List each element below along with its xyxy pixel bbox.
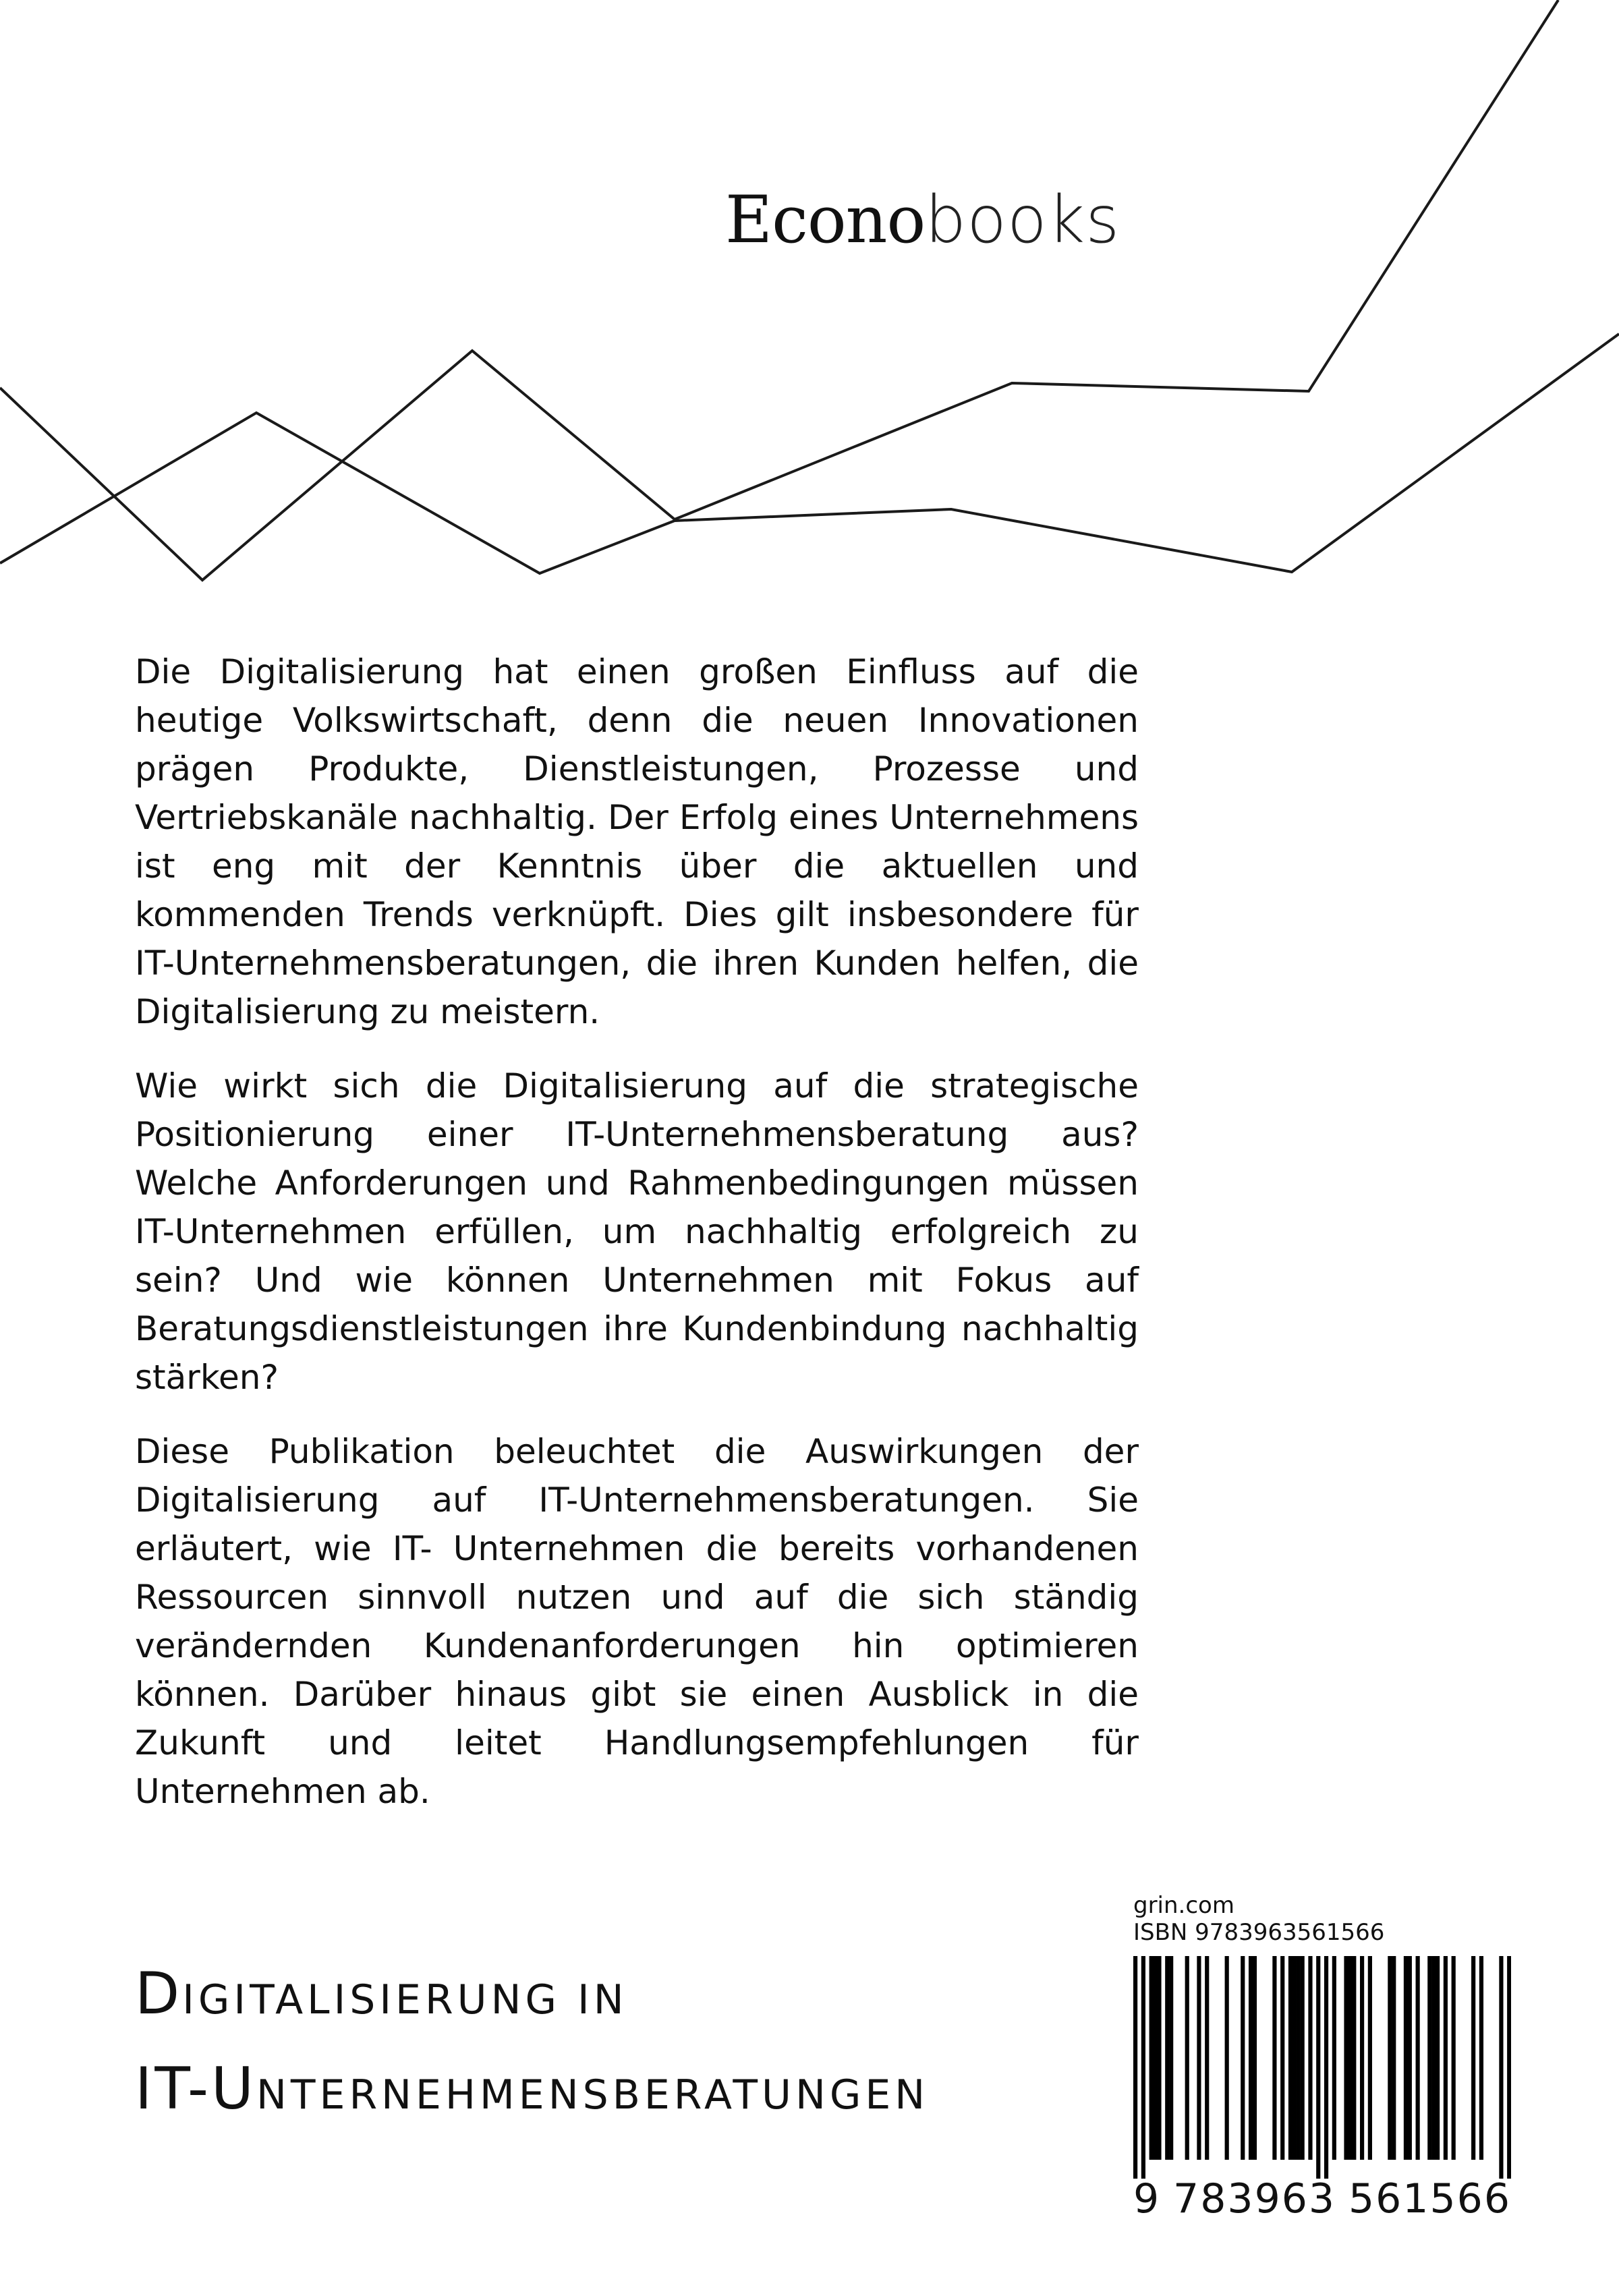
barcode-bar	[1444, 1956, 1448, 2160]
barcode-bar	[1225, 1956, 1229, 2160]
barcode-bar	[1332, 1956, 1336, 2160]
barcode-bar	[1241, 1956, 1245, 2160]
barcode-bar	[1297, 1956, 1301, 2160]
barcode-bar	[1499, 1956, 1503, 2179]
barcode-bar	[1324, 1956, 1328, 2179]
decorative-line-graphic	[0, 0, 1619, 607]
isbn-barcode	[1133, 1956, 1511, 2179]
barcode-bar	[1452, 1956, 1456, 2160]
barcode-digit-group-1: 783963	[1173, 2175, 1336, 2222]
title-line-1: DIGITALISIERUNG IN	[135, 1960, 628, 2028]
barcode-bar	[1308, 1956, 1312, 2160]
barcode-bar	[1153, 1956, 1157, 2160]
barcode-bar	[1288, 1956, 1293, 2160]
barcode-bar	[1471, 1956, 1475, 2160]
barcode-bar	[1165, 1956, 1169, 2160]
barcode-bar	[1316, 1956, 1320, 2179]
barcode-bar	[1427, 1956, 1431, 2160]
publisher-logo	[725, 182, 1120, 258]
barcode-bar	[1431, 1956, 1436, 2160]
barcode-bar	[1352, 1956, 1356, 2160]
publisher-website: grin.com	[1133, 1892, 1234, 1919]
barcode-bar	[1149, 1956, 1154, 2160]
back-cover-blurb	[135, 648, 1139, 1841]
barcode-bar	[1293, 1956, 1297, 2160]
decorative-line-1	[0, 0, 1558, 580]
blurb-paragraph-2: Wie wirkt sich die Digitalisierung auf die strategische Positionierung einer IT-Unternehmensberatung aus? Welche Anforderungen und Rahmenbedingungen müssen IT-Unternehmen erfüllen, um nachhaltig erfolgreich zu sein? Und wie können Unternehmen mit Fokus auf Beratungsdienstleistungen ihre Kundenbindung nachhaltig stärken?	[135, 1066, 1139, 1397]
book-title	[135, 1949, 929, 2140]
barcode-bar	[1360, 1956, 1364, 2160]
barcode-bar	[1479, 1956, 1483, 2160]
barcode-bar	[1141, 1956, 1145, 2179]
barcode-bar	[1348, 1956, 1352, 2160]
barcode-bar	[1408, 1956, 1412, 2160]
barcode-bar	[1253, 1956, 1257, 2160]
barcode-digit-prefix: 9	[1133, 2175, 1161, 2222]
isbn-info	[1133, 1892, 1511, 1946]
decorative-line-2	[0, 334, 1619, 573]
barcode-bar	[1388, 1956, 1392, 2160]
barcode-digit-group-2: 561566	[1348, 2175, 1511, 2222]
barcode-bar	[1205, 1956, 1209, 2160]
barcode-bar	[1392, 1956, 1396, 2160]
blurb-paragraph-3: Diese Publikation beleuchtet die Auswirkungen der Digitalisierung auf IT-Unternehmensberatungen. Sie erläutert, wie IT- Unternehmen die bereits vorhandenen Ressourcen sinnvoll nutzen und auf die sich ständig verändernden Kundenanforderungen hin optimieren können. Darüber hinaus gibt sie einen Ausblick in die Zukunft und leitet Handlungsempfehlungen für Unternehmen ab.	[135, 1432, 1139, 1811]
barcode-bar	[1416, 1956, 1420, 2160]
barcode-bar	[1133, 1956, 1137, 2179]
logo-part-econo: Econo	[725, 182, 926, 258]
barcode-bar	[1507, 1956, 1511, 2179]
barcode-bar	[1185, 1956, 1189, 2160]
barcode-bar	[1368, 1956, 1372, 2160]
barcode-bar	[1157, 1956, 1161, 2160]
barcode-bar	[1272, 1956, 1276, 2160]
barcode-digits	[1133, 2175, 1511, 2222]
isbn-label: ISBN 9783963561566	[1133, 1919, 1385, 1946]
barcode-bar	[1197, 1956, 1201, 2160]
logo-part-books: books	[925, 182, 1120, 258]
barcode-bar	[1404, 1956, 1408, 2160]
barcode-bar	[1249, 1956, 1253, 2160]
title-line-2: IT-UNTERNEHMENSBERATUNGEN	[135, 2055, 930, 2123]
barcode-bar	[1280, 1956, 1284, 2160]
barcode-bar	[1344, 1956, 1348, 2160]
barcode-bar	[1169, 1956, 1173, 2160]
barcode-bar	[1436, 1956, 1440, 2160]
barcode-bar	[1301, 1956, 1305, 2160]
blurb-paragraph-1: Die Digitalisierung hat einen großen Einfluss auf die heutige Volkswirtschaft, denn die neuen Innovationen prägen Produkte, Dienstleistungen, Prozesse und Vertriebskanäle nachhaltig. Der Erfolg eines Unternehmens ist eng mit der Kenntnis über die aktuellen und kommenden Trends verknüpft. Dies gilt insbesondere für IT-Unternehmensberatungen, die ihren Kunden helfen, die Digitalisierung zu meistern.	[135, 652, 1139, 1031]
